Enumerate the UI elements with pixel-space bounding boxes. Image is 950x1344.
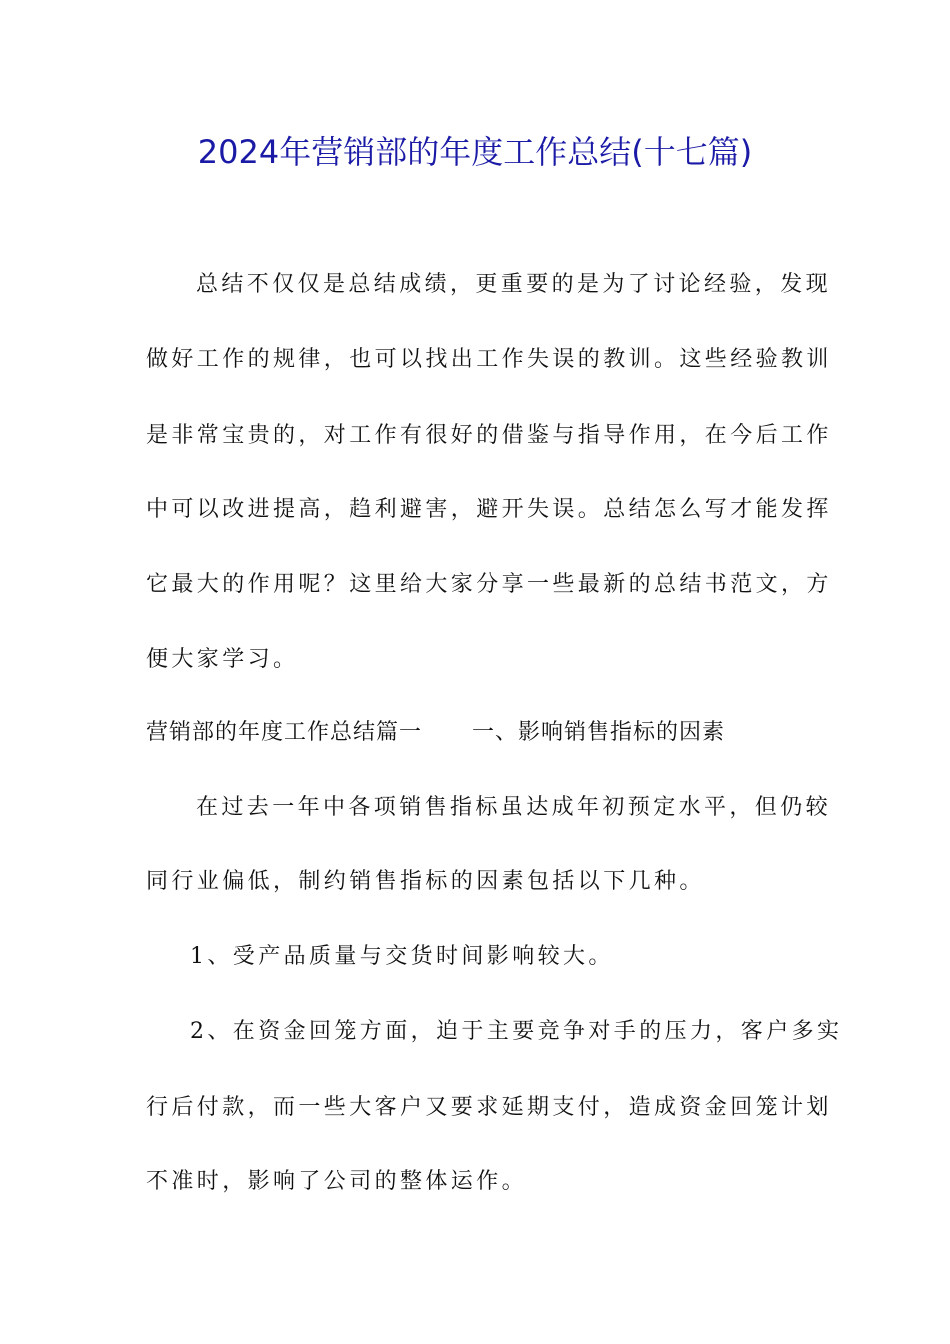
body-line-3: 1、受产品质量与交货时间影响较大。	[190, 944, 614, 969]
intro-line-2: 做好工作的规律，也可以找出工作失误的教训。这些经验教训	[146, 347, 832, 372]
body-line-5: 行后付款，而一些大客户又要求延期支付，造成资金回笼计划	[146, 1095, 832, 1120]
section-sub-title: 一、影响销售指标的因素	[472, 720, 726, 745]
document-title: 2024年营销部的年度工作总结(十七篇)	[197, 133, 753, 171]
section-heading	[146, 715, 806, 751]
intro-line-1: 总结不仅仅是总结成绩，更重要的是为了讨论经验，发现	[196, 272, 832, 297]
intro-line-4: 中可以改进提高，趋利避害，避开失误。总结怎么写才能发挥	[146, 497, 832, 522]
body-line-6: 不准时，影响了公司的整体运作。	[146, 1169, 528, 1194]
body-line-1: 在过去一年中各项销售指标虽达成年初预定水平，但仍较	[196, 795, 832, 820]
intro-line-3: 是非常宝贵的，对工作有很好的借鉴与指导作用，在今后工作	[146, 423, 832, 448]
intro-line-6: 便大家学习。	[146, 647, 299, 672]
section-part-title: 营销部的年度工作总结篇一	[146, 720, 423, 745]
intro-line-5: 它最大的作用呢？这里给大家分享一些最新的总结书范文，方	[146, 572, 832, 597]
body-line-4: 2、在资金回笼方面，迫于主要竞争对手的压力，客户多实	[190, 1019, 843, 1044]
body-line-2: 同行业偏低，制约销售指标的因素包括以下几种。	[146, 869, 705, 894]
